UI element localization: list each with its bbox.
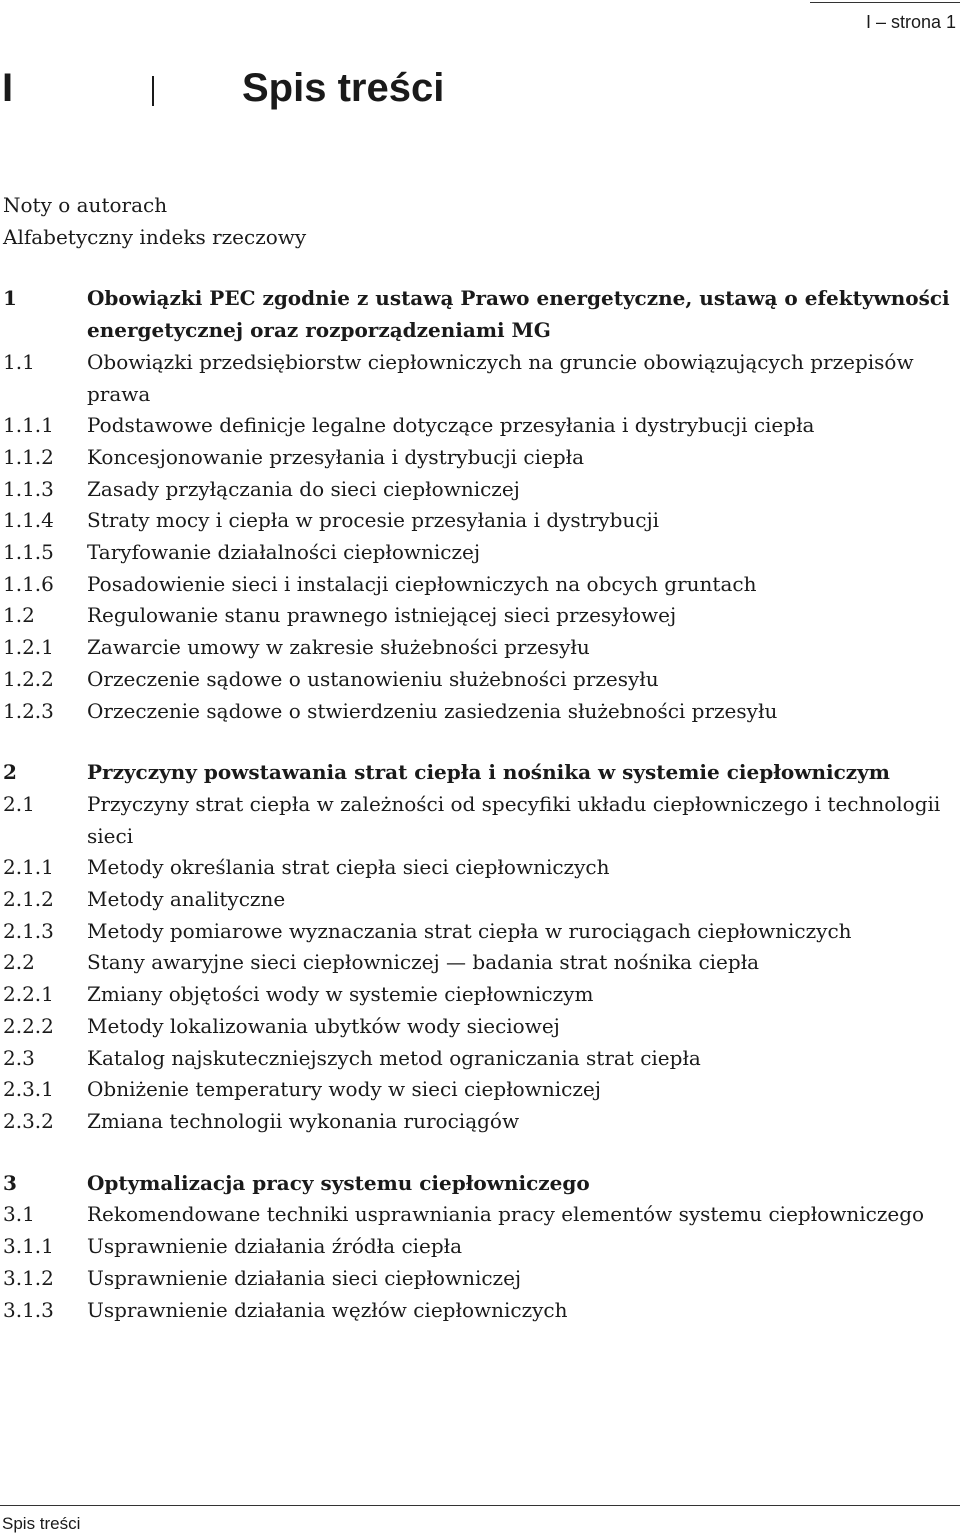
toc-entry[interactable]	[3, 410, 953, 442]
toc-entry[interactable]	[3, 916, 953, 948]
chapter-divider	[152, 76, 154, 106]
toc-entry-number: 2.1.2	[3, 887, 54, 912]
toc-entry-title: Optymalizacja pracy systemu ciepłowniczego	[87, 1170, 590, 1195]
toc-link-subject-index[interactable]: Alfabetyczny indeks rzeczowy	[3, 224, 307, 249]
page-title: Spis treści	[242, 66, 445, 110]
toc-entry-number: 1.2	[3, 603, 35, 628]
toc-chapter-entry[interactable]	[3, 1168, 953, 1200]
toc-entry-number: 3.1	[3, 1202, 35, 1227]
toc-entry-title: Taryfowanie działalności ciepłowniczej	[87, 540, 481, 565]
toc-entry-title: Usprawnienie działania sieci ciepłowniczej	[87, 1265, 522, 1290]
toc-entry-title: Straty mocy i ciepła w procesie przesyłania i dystrybucji	[87, 508, 660, 533]
toc-entry-number: 3.1.1	[3, 1234, 54, 1259]
toc-entry-number: 1.1.5	[3, 540, 54, 565]
toc-entry[interactable]	[3, 664, 953, 696]
toc-entry-title: Obowiązki przedsiębiorstw ciepłowniczych na gruncie obowiązujących przepisów prawa	[87, 349, 914, 406]
toc-entry-title: Orzeczenie sądowe o stwierdzeniu zasiedzenia służebności przesyłu	[87, 698, 778, 723]
toc-entry-number: 2.2.1	[3, 982, 54, 1007]
toc-entry[interactable]	[3, 1011, 953, 1043]
chapter-number: I	[2, 66, 14, 110]
toc-entry[interactable]	[3, 1043, 953, 1075]
toc-entry[interactable]	[3, 979, 953, 1011]
header-rule	[810, 2, 960, 3]
toc-entry-title: Zmiany objętości wody w systemie ciepłowniczym	[87, 982, 594, 1007]
toc-entry-number: 1.1	[3, 349, 35, 374]
toc-chapter-entry[interactable]	[3, 283, 953, 346]
toc-entry[interactable]	[3, 537, 953, 569]
toc-entry-number: 2	[3, 760, 17, 785]
toc-entry[interactable]	[3, 696, 953, 728]
toc-entry-title: Zmiana technologii wykonania rurociągów	[87, 1108, 520, 1133]
toc-entry-title: Przyczyny powstawania strat ciepła i nośnika w systemie ciepłowniczym	[87, 760, 890, 785]
toc-entry[interactable]	[3, 947, 953, 979]
toc-entry-title: Regulowanie stanu prawnego istniejącej sieci przesyłowej	[87, 603, 677, 628]
page-reference: I – strona 1	[865, 12, 956, 32]
toc-entry[interactable]	[3, 1295, 953, 1327]
toc-entry[interactable]	[3, 1074, 953, 1106]
toc-entry-number: 2.3.2	[3, 1108, 54, 1133]
table-of-contents	[3, 190, 953, 1326]
toc-entry-title: Stany awaryjne sieci ciepłowniczej — badania strat nośnika ciepła	[87, 950, 760, 975]
toc-chapter-entry[interactable]	[3, 757, 953, 789]
toc-entry-title: Zasady przyłączania do sieci ciepłowniczej	[87, 476, 520, 501]
toc-entry[interactable]	[3, 632, 953, 664]
toc-entry-number: 2.3	[3, 1045, 35, 1070]
toc-entry-title: Metody lokalizowania ubytków wody sieciowej	[87, 1013, 560, 1038]
toc-entry-number: 2.1	[3, 791, 35, 816]
toc-entry-number: 1.2.1	[3, 635, 54, 660]
toc-link-authors-notes[interactable]: Noty o autorach	[3, 193, 168, 217]
toc-entry[interactable]	[3, 1106, 953, 1138]
toc-entry-number: 3.1.3	[3, 1297, 54, 1322]
toc-entry[interactable]	[3, 1231, 953, 1263]
toc-entry[interactable]	[3, 1263, 953, 1295]
toc-entry-title: Orzeczenie sądowe o ustanowieniu służebności przesyłu	[87, 666, 659, 691]
toc-entry-title: Zawarcie umowy w zakresie służebności przesyłu	[87, 635, 590, 660]
toc-entry[interactable]	[3, 347, 953, 410]
toc-entry[interactable]	[3, 852, 953, 884]
footer-label: Spis treści	[2, 1514, 81, 1533]
toc-entry-number: 1.2.3	[3, 698, 54, 723]
toc-entry[interactable]	[3, 884, 953, 916]
toc-entry-number: 1.2.2	[3, 666, 54, 691]
toc-entry-number: 2.1.1	[3, 855, 54, 880]
toc-entry-number: 1.1.2	[3, 444, 54, 469]
toc-entry[interactable]	[3, 1199, 953, 1231]
toc-entry-number: 2.2	[3, 950, 35, 975]
toc-entry[interactable]	[3, 569, 953, 601]
toc-entry-number: 1.1.3	[3, 476, 54, 501]
toc-entry-number: 1.1.4	[3, 508, 54, 533]
toc-entry[interactable]	[3, 442, 953, 474]
toc-entry-number: 1.1.1	[3, 413, 54, 438]
toc-entry[interactable]	[3, 505, 953, 537]
toc-entry-title: Metody analityczne	[87, 887, 286, 912]
toc-entry-title: Metody określania strat ciepła sieci ciepłowniczych	[87, 855, 610, 880]
toc-entry[interactable]	[3, 789, 953, 852]
toc-entry-number: 3.1.2	[3, 1265, 54, 1290]
toc-entry-number: 2.1.3	[3, 918, 54, 943]
toc-entry-title: Obniżenie temperatury wody w sieci ciepłowniczej	[87, 1077, 601, 1102]
toc-entry-title: Obowiązki PEC zgodnie z ustawą Prawo energetyczne, ustawą o efektywności energetycznej oraz rozporządzeniami MG	[87, 286, 950, 343]
toc-entry[interactable]	[3, 474, 953, 506]
toc-entry-title: Metody pomiarowe wyznaczania strat ciepła w rurociągach ciepłowniczych	[87, 918, 852, 943]
toc-entry[interactable]	[3, 600, 953, 632]
toc-entry-title: Usprawnienie działania węzłów ciepłowniczych	[87, 1297, 568, 1322]
toc-entry-title: Usprawnienie działania źródła ciepła	[87, 1234, 463, 1259]
toc-entry-number: 2.3.1	[3, 1077, 54, 1102]
toc-entry-number: 1.1.6	[3, 571, 54, 596]
toc-entry-number: 1	[3, 286, 17, 311]
toc-entry-title: Podstawowe definicje legalne dotyczące przesyłania i dystrybucji ciepła	[87, 413, 815, 438]
toc-entry-title: Katalog najskuteczniejszych metod ograniczania strat ciepła	[87, 1045, 701, 1070]
toc-entry-title: Posadowienie sieci i instalacji ciepłowniczych na obcych gruntach	[87, 571, 757, 596]
toc-entry-number: 2.2.2	[3, 1013, 54, 1038]
toc-entry-title: Koncesjonowanie przesyłania i dystrybucji ciepła	[87, 444, 585, 469]
toc-entry-number: 3	[3, 1170, 17, 1195]
toc-entry-title: Przyczyny strat ciepła w zależności od specyfiki układu ciepłowniczego i technologii sieci	[87, 791, 941, 848]
toc-entry-title: Rekomendowane techniki usprawniania pracy elementów systemu ciepłowniczego	[87, 1202, 925, 1227]
footer-rule	[0, 1505, 960, 1506]
